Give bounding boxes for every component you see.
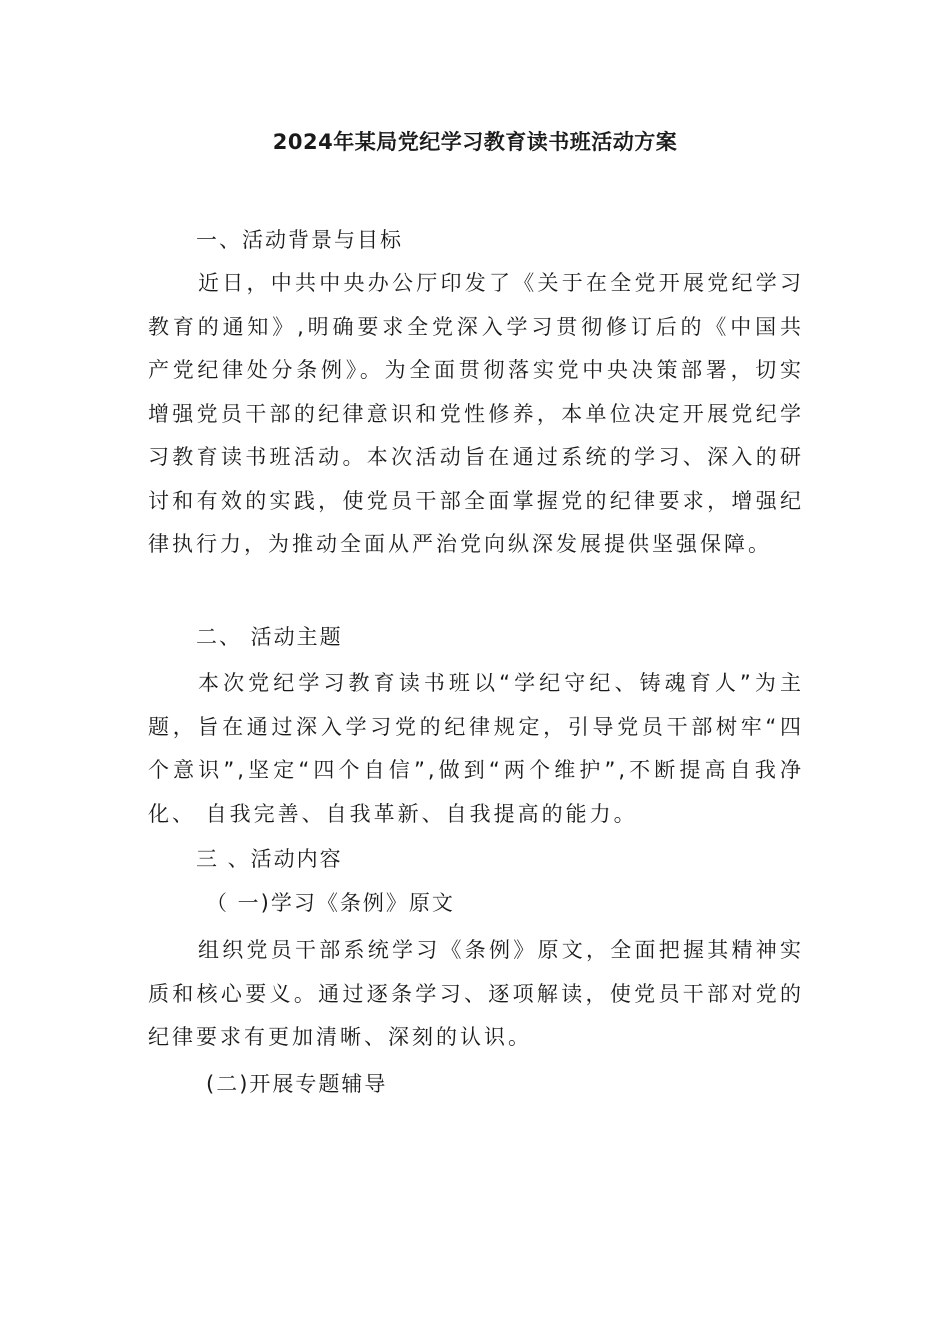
section-heading-background: 一、活动背景与目标	[196, 228, 403, 252]
section-paragraph-background: 近日，中共中央办公厅印发了《关于在全党开展党纪学习教育的通知》,明确要求全党深入学习贯彻修订后的《中国共产党纪律处分条例》。为全面贯彻落实党中央决策部署，切实增强党员干部的纪律意识和党性修养，本单位决定开展党纪学习教育读书班活动。本次活动旨在通过系统的学习、深入的研讨和有效的实践，使党员干部全面掌握党的纪律要求，增强纪律执行力，为推动全面从严治党向纵深发展提供坚强保障。	[148, 271, 804, 556]
subsection-heading-study-regulations: （ 一)学习《条例》原文	[206, 891, 455, 915]
section-paragraph-theme: 本次党纪学习教育读书班以“学纪守纪、铸魂育人”为主题，旨在通过深入学习党的纪律规定，引导党员干部树牢“四个意识”,坚定“四个自信”,做到“两个维护”,不断提高自我净化、 自我完善、自我革新、自我提高的能力。	[148, 671, 804, 826]
subsection-heading-special-guidance: (二)开展专题辅导	[206, 1072, 388, 1096]
section-heading-theme: 二、 活动主题	[196, 625, 343, 649]
section-heading-content: 三 、活动内容	[196, 847, 343, 871]
subsection-paragraph-study-regulations: 组织党员干部系统学习《条例》原文，全面把握其精神实质和核心要义。通过逐条学习、逐项解读，使党员干部对党的纪律要求有更加清晰、深刻的认识。	[148, 938, 804, 1049]
document-title: 2024年某局党纪学习教育读书班活动方案	[272, 130, 678, 154]
